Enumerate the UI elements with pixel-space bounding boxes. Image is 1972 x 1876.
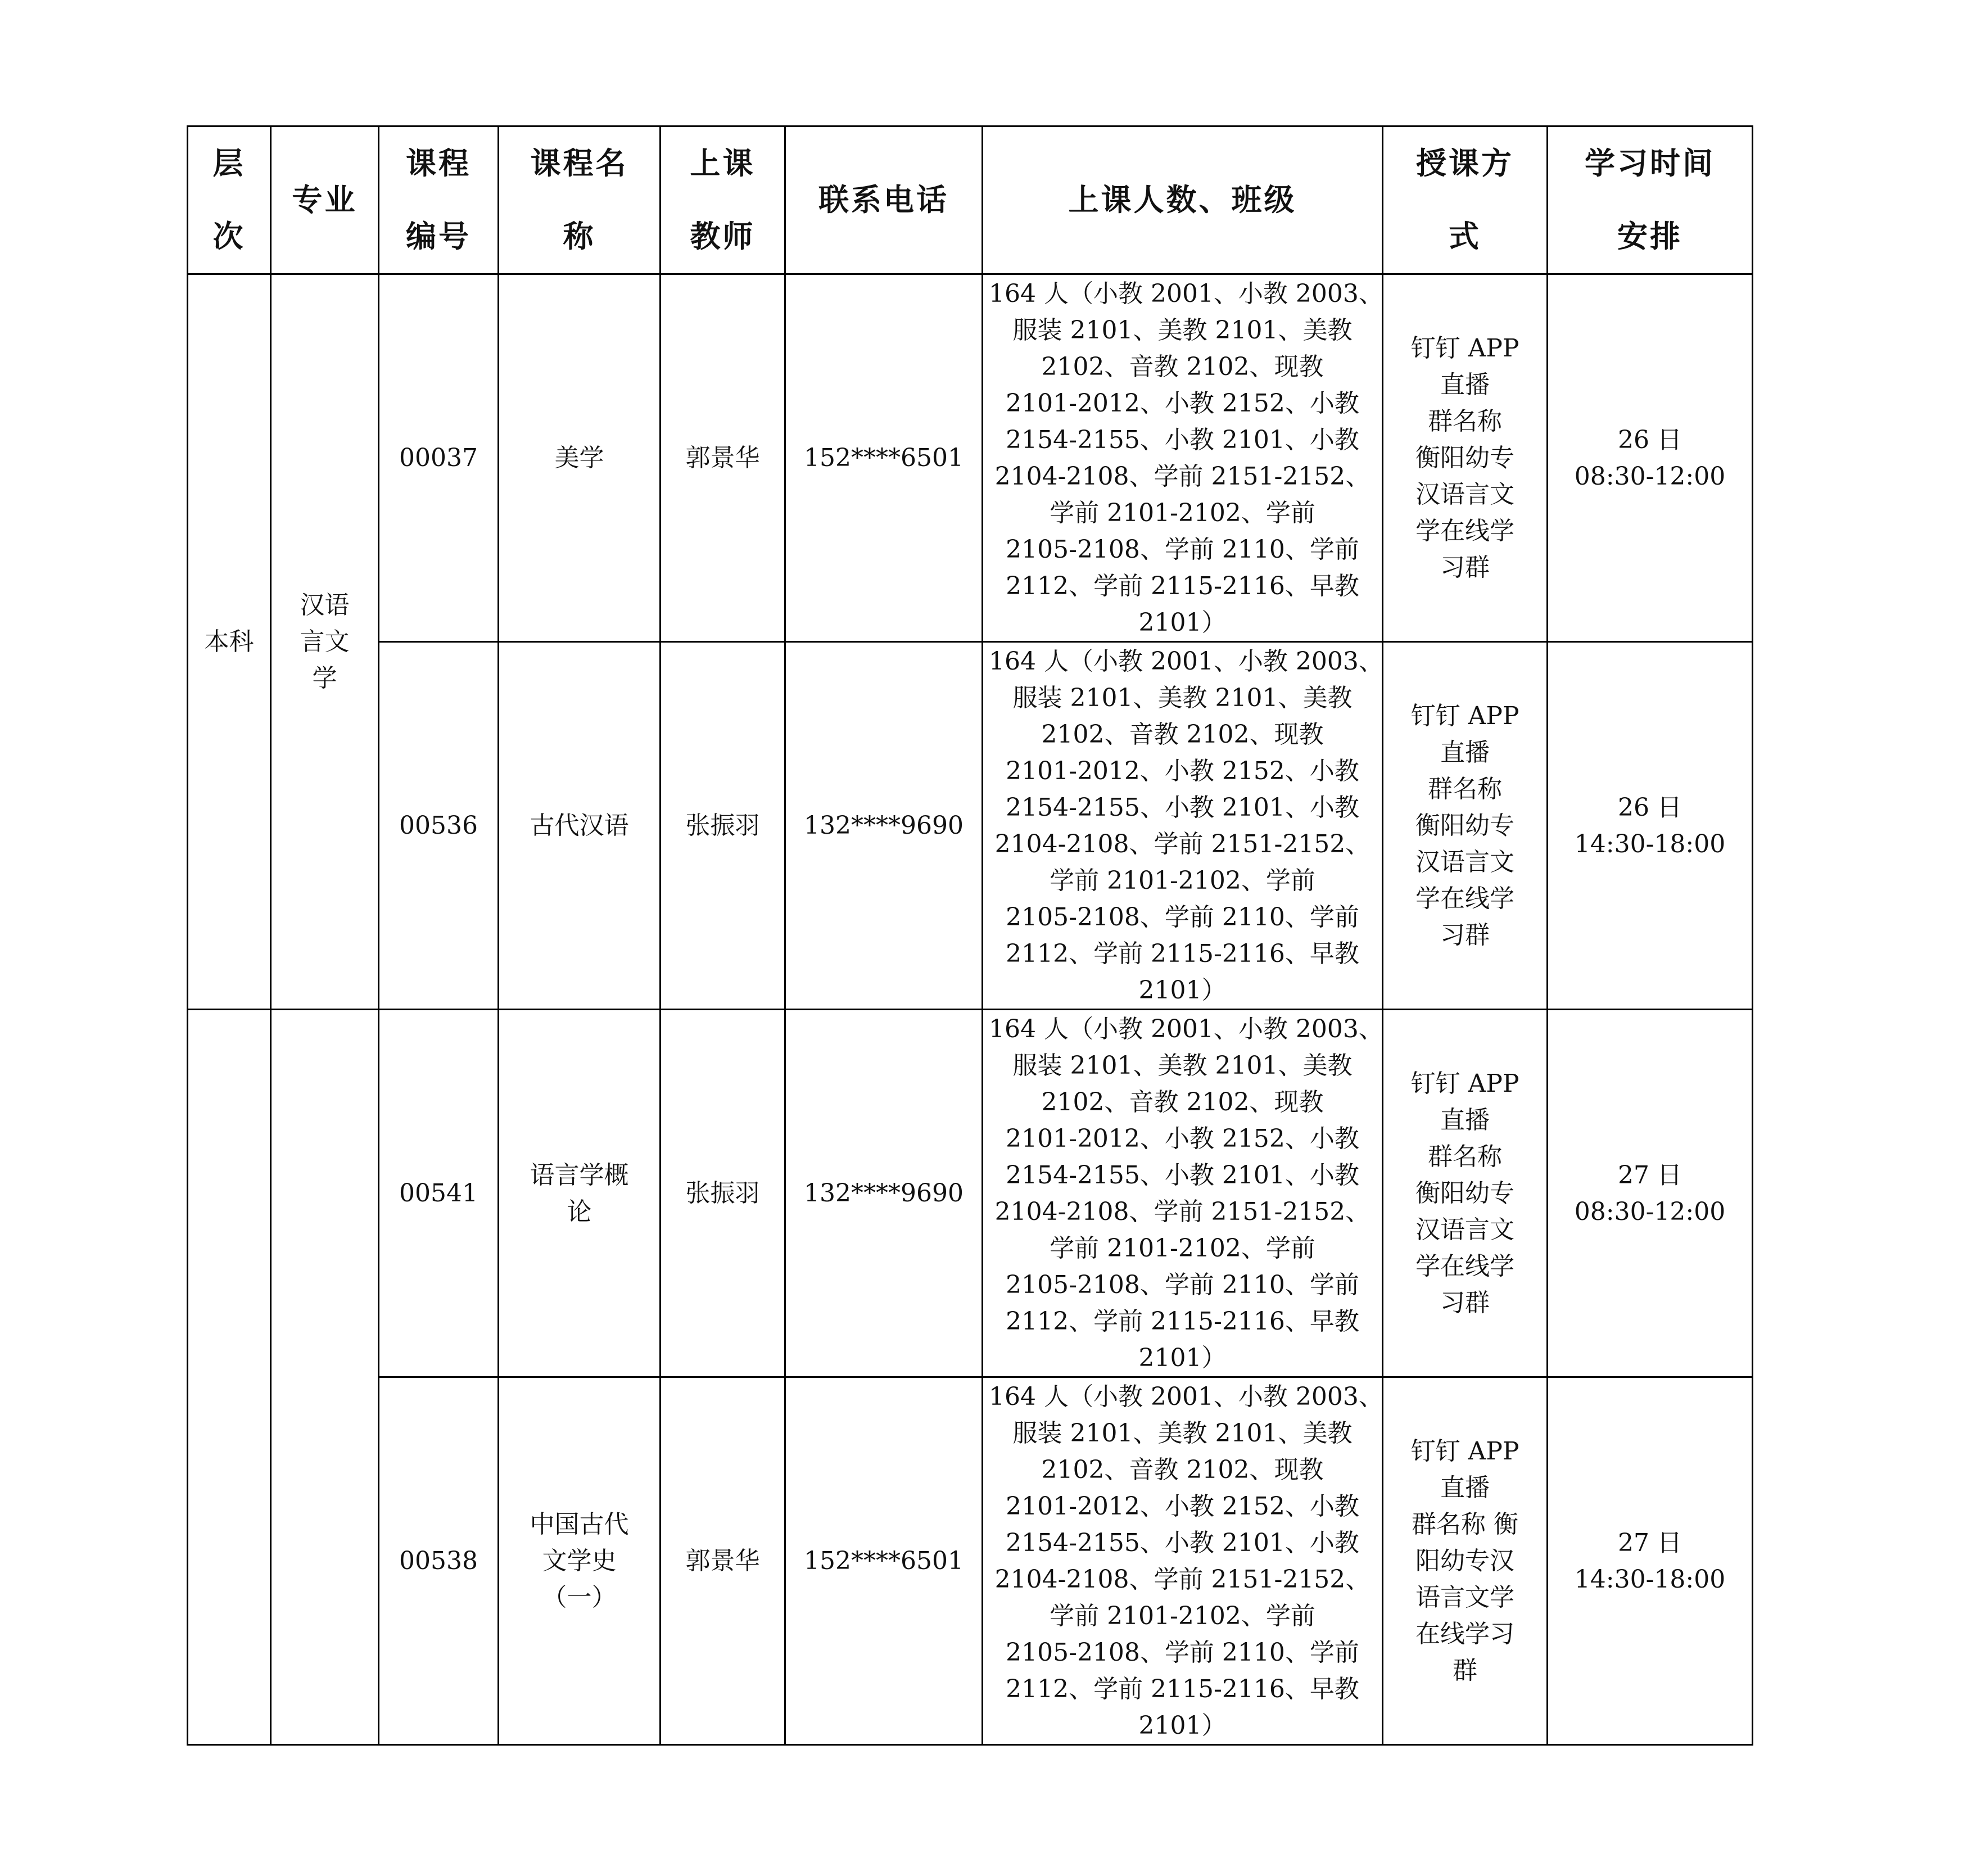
schedule-cell: 26 日 14:30-18:00 (1548, 642, 1753, 1010)
phone-cell: 132****9690 (785, 1010, 983, 1377)
schedule-cell: 27 日 08:30-12:00 (1548, 1010, 1753, 1377)
header-delivery-method: 授课方 式 (1383, 126, 1548, 274)
phone-cell: 152****6501 (785, 274, 983, 642)
course-schedule-table (187, 125, 1753, 1746)
major-cell: 汉语 言文 学 (271, 274, 379, 1010)
table-row (188, 274, 1753, 642)
course-name-cell: 美学 (499, 274, 661, 642)
header-course-code: 课程 编号 (379, 126, 499, 274)
header-course-name: 课程名 称 (499, 126, 661, 274)
schedule-cell: 26 日 08:30-12:00 (1548, 274, 1753, 642)
header-schedule: 学习时间 安排 (1548, 126, 1753, 274)
level-cell (188, 1010, 271, 1745)
delivery-method-cell: 钉钉 APP 直播 群名称 衡阳幼专 汉语言文 学在线学 习群 (1383, 642, 1548, 1010)
schedule-cell: 27 日 14:30-18:00 (1548, 1377, 1753, 1745)
delivery-method-cell: 钉钉 APP 直播 群名称 衡 阳幼专汉 语言文学 在线学习 群 (1383, 1377, 1548, 1745)
table-row (188, 1010, 1753, 1377)
classes-cell: 164 人（小教 2001、小教 2003、 服装 2101、美教 2101、美教 2102、音教 2102、现教 2101-2012、小教 2152、小教 2154-2155、小教 2101、小教 2104-2108、学前 2151-2152、 学前 2101-2102、学前 2105-2108、学前 2110、学前 2112、学前 2115-2116、早教 2101） (983, 1377, 1383, 1745)
delivery-method-cell: 钉钉 APP 直播 群名称 衡阳幼专 汉语言文 学在线学 习群 (1383, 274, 1548, 642)
course-name-cell: 古代汉语 (499, 642, 661, 1010)
classes-cell: 164 人（小教 2001、小教 2003、 服装 2101、美教 2101、美教 2102、音教 2102、现教 2101-2012、小教 2152、小教 2154-2155、小教 2101、小教 2104-2108、学前 2151-2152、 学前 2101-2102、学前 2105-2108、学前 2110、学前 2112、学前 2115-2116、早教 2101） (983, 274, 1383, 642)
header-level: 层 次 (188, 126, 271, 274)
teacher-cell: 郭景华 (661, 1377, 785, 1745)
course-code-cell: 00538 (379, 1377, 499, 1745)
table-row (188, 642, 1753, 1010)
classes-cell: 164 人（小教 2001、小教 2003、 服装 2101、美教 2101、美教 2102、音教 2102、现教 2101-2012、小教 2152、小教 2154-2155、小教 2101、小教 2104-2108、学前 2151-2152、 学前 2101-2102、学前 2105-2108、学前 2110、学前 2112、学前 2115-2116、早教 2101） (983, 642, 1383, 1010)
classes-cell: 164 人（小教 2001、小教 2003、 服装 2101、美教 2101、美教 2102、音教 2102、现教 2101-2012、小教 2152、小教 2154-2155、小教 2101、小教 2104-2108、学前 2151-2152、 学前 2101-2102、学前 2105-2108、学前 2110、学前 2112、学前 2115-2116、早教 2101） (983, 1010, 1383, 1377)
header-major: 专业 (271, 126, 379, 274)
header-students-classes: 上课人数、班级 (983, 126, 1383, 274)
course-code-cell: 00541 (379, 1010, 499, 1377)
delivery-method-cell: 钉钉 APP 直播 群名称 衡阳幼专 汉语言文 学在线学 习群 (1383, 1010, 1548, 1377)
course-code-cell: 00037 (379, 274, 499, 642)
major-cell (271, 1010, 379, 1745)
course-code-cell: 00536 (379, 642, 499, 1010)
header-row (188, 126, 1753, 274)
teacher-cell: 张振羽 (661, 642, 785, 1010)
phone-cell: 132****9690 (785, 642, 983, 1010)
teacher-cell: 张振羽 (661, 1010, 785, 1377)
header-teacher: 上课 教师 (661, 126, 785, 274)
course-name-cell: 中国古代 文学史 （一） (499, 1377, 661, 1745)
table-row (188, 1377, 1753, 1745)
course-name-cell: 语言学概 论 (499, 1010, 661, 1377)
document-page (187, 125, 1753, 1746)
phone-cell: 152****6501 (785, 1377, 983, 1745)
header-phone: 联系电话 (785, 126, 983, 274)
level-cell: 本科 (188, 274, 271, 1010)
teacher-cell: 郭景华 (661, 274, 785, 642)
